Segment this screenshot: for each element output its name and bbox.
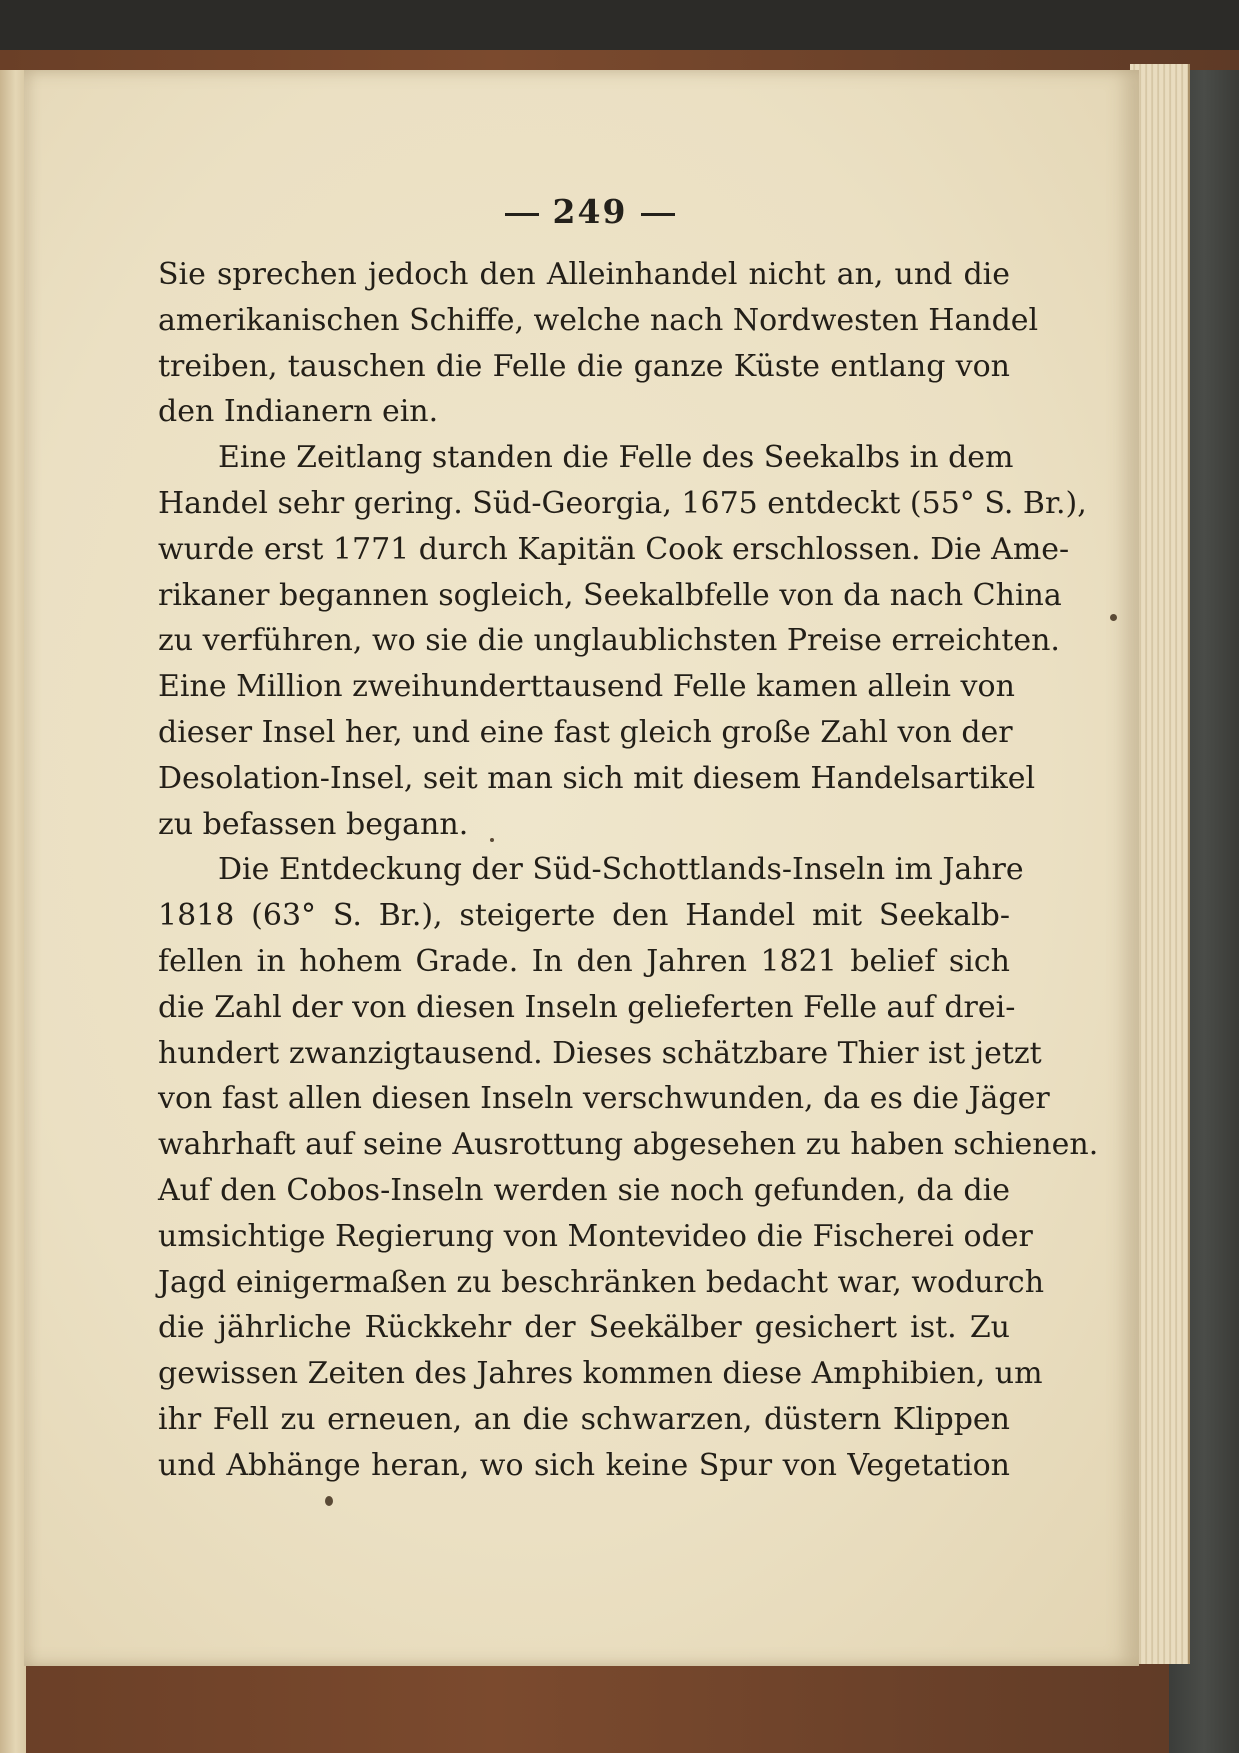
text-line: hundert zwanzigtausend. Dieses schätzbare Thier ist jetzt	[158, 1035, 1042, 1071]
page-number-dash-right	[641, 213, 675, 216]
text-line: gewissen Zeiten des Jahres kommen diese Amphibien, um	[158, 1356, 1043, 1392]
text-line: Auf den Cobos-Inseln werden sie noch gefunden, da die	[158, 1172, 1010, 1208]
text-line: Desolation-Insel, seit man sich mit diesem Handelsartikel	[158, 760, 1036, 796]
text-line: Jagd einigermaßen zu beschränken bedacht war, wodurch	[158, 1264, 1045, 1300]
text-line: und Abhänge heran, wo sich keine Spur von Vegetation	[158, 1447, 1010, 1483]
ink-speck	[1110, 614, 1117, 621]
page-number	[470, 192, 710, 231]
body-text	[158, 252, 1099, 1489]
text-line: umsichtige Regierung von Montevideo die Fischerei oder	[158, 1218, 1033, 1254]
text-line: den Indianern ein.	[158, 394, 439, 430]
text-line: Eine Million zweihunderttausend Felle kamen allein von	[158, 669, 1015, 705]
text-line: von fast allen diesen Inseln verschwunden, da es die Jäger	[158, 1081, 1050, 1117]
text-line: dieser Insel her, und eine fast gleich große Zahl von der	[158, 714, 1013, 750]
text-line: ihr Fell zu erneuen, an die schwarzen, düstern Klippen	[158, 1401, 1010, 1437]
text-line: 1818 (63° S. Br.), steigerte den Handel mit Seekalb-	[158, 898, 1010, 934]
text-line: fellen in hohem Grade. In den Jahren 1821 belief sich	[158, 943, 1010, 979]
text-line: zu befassen begann.	[158, 806, 469, 842]
text-line: treiben, tauschen die Felle die ganze Küste entlang von	[158, 348, 1010, 384]
text-line: wahrhaft auf seine Ausrottung abgesehen zu haben schienen.	[158, 1127, 1099, 1163]
text-line: Eine Zeitlang standen die Felle des Seekalbs in dem	[218, 440, 1014, 476]
text-line: rikaner begannen sogleich, Seekalbfelle von da nach China	[158, 577, 1062, 613]
text-line: Die Entdeckung der Süd-Schottlands-Inseln im Jahre	[218, 852, 1024, 888]
ink-speck	[490, 838, 494, 842]
text-line: amerikanischen Schiffe, welche nach Nordwesten Handel	[158, 302, 1039, 338]
text-line: wurde erst 1771 durch Kapitän Cook erschlossen. Die Ame-	[158, 531, 1070, 567]
text-line: zu verführen, wo sie die unglaublichsten Preise erreichten.	[158, 623, 1060, 659]
page-number-dash-left	[505, 213, 539, 216]
text-line: die Zahl der von diesen Inseln gelieferten Felle auf drei-	[158, 989, 1016, 1025]
page-stack-edge	[1130, 64, 1190, 1664]
facing-page-edge	[0, 70, 26, 1753]
ink-speck	[325, 1496, 333, 1506]
text-line: Sie sprechen jedoch den Alleinhandel nicht an, und die	[158, 257, 1010, 292]
text-line: Handel sehr gering. Süd-Georgia, 1675 entdeckt (55° S. Br.),	[158, 485, 1087, 521]
page-number-value: 249	[552, 192, 628, 231]
text-line: die jährliche Rückkehr der Seekälber gesichert ist. Zu	[158, 1310, 1010, 1346]
